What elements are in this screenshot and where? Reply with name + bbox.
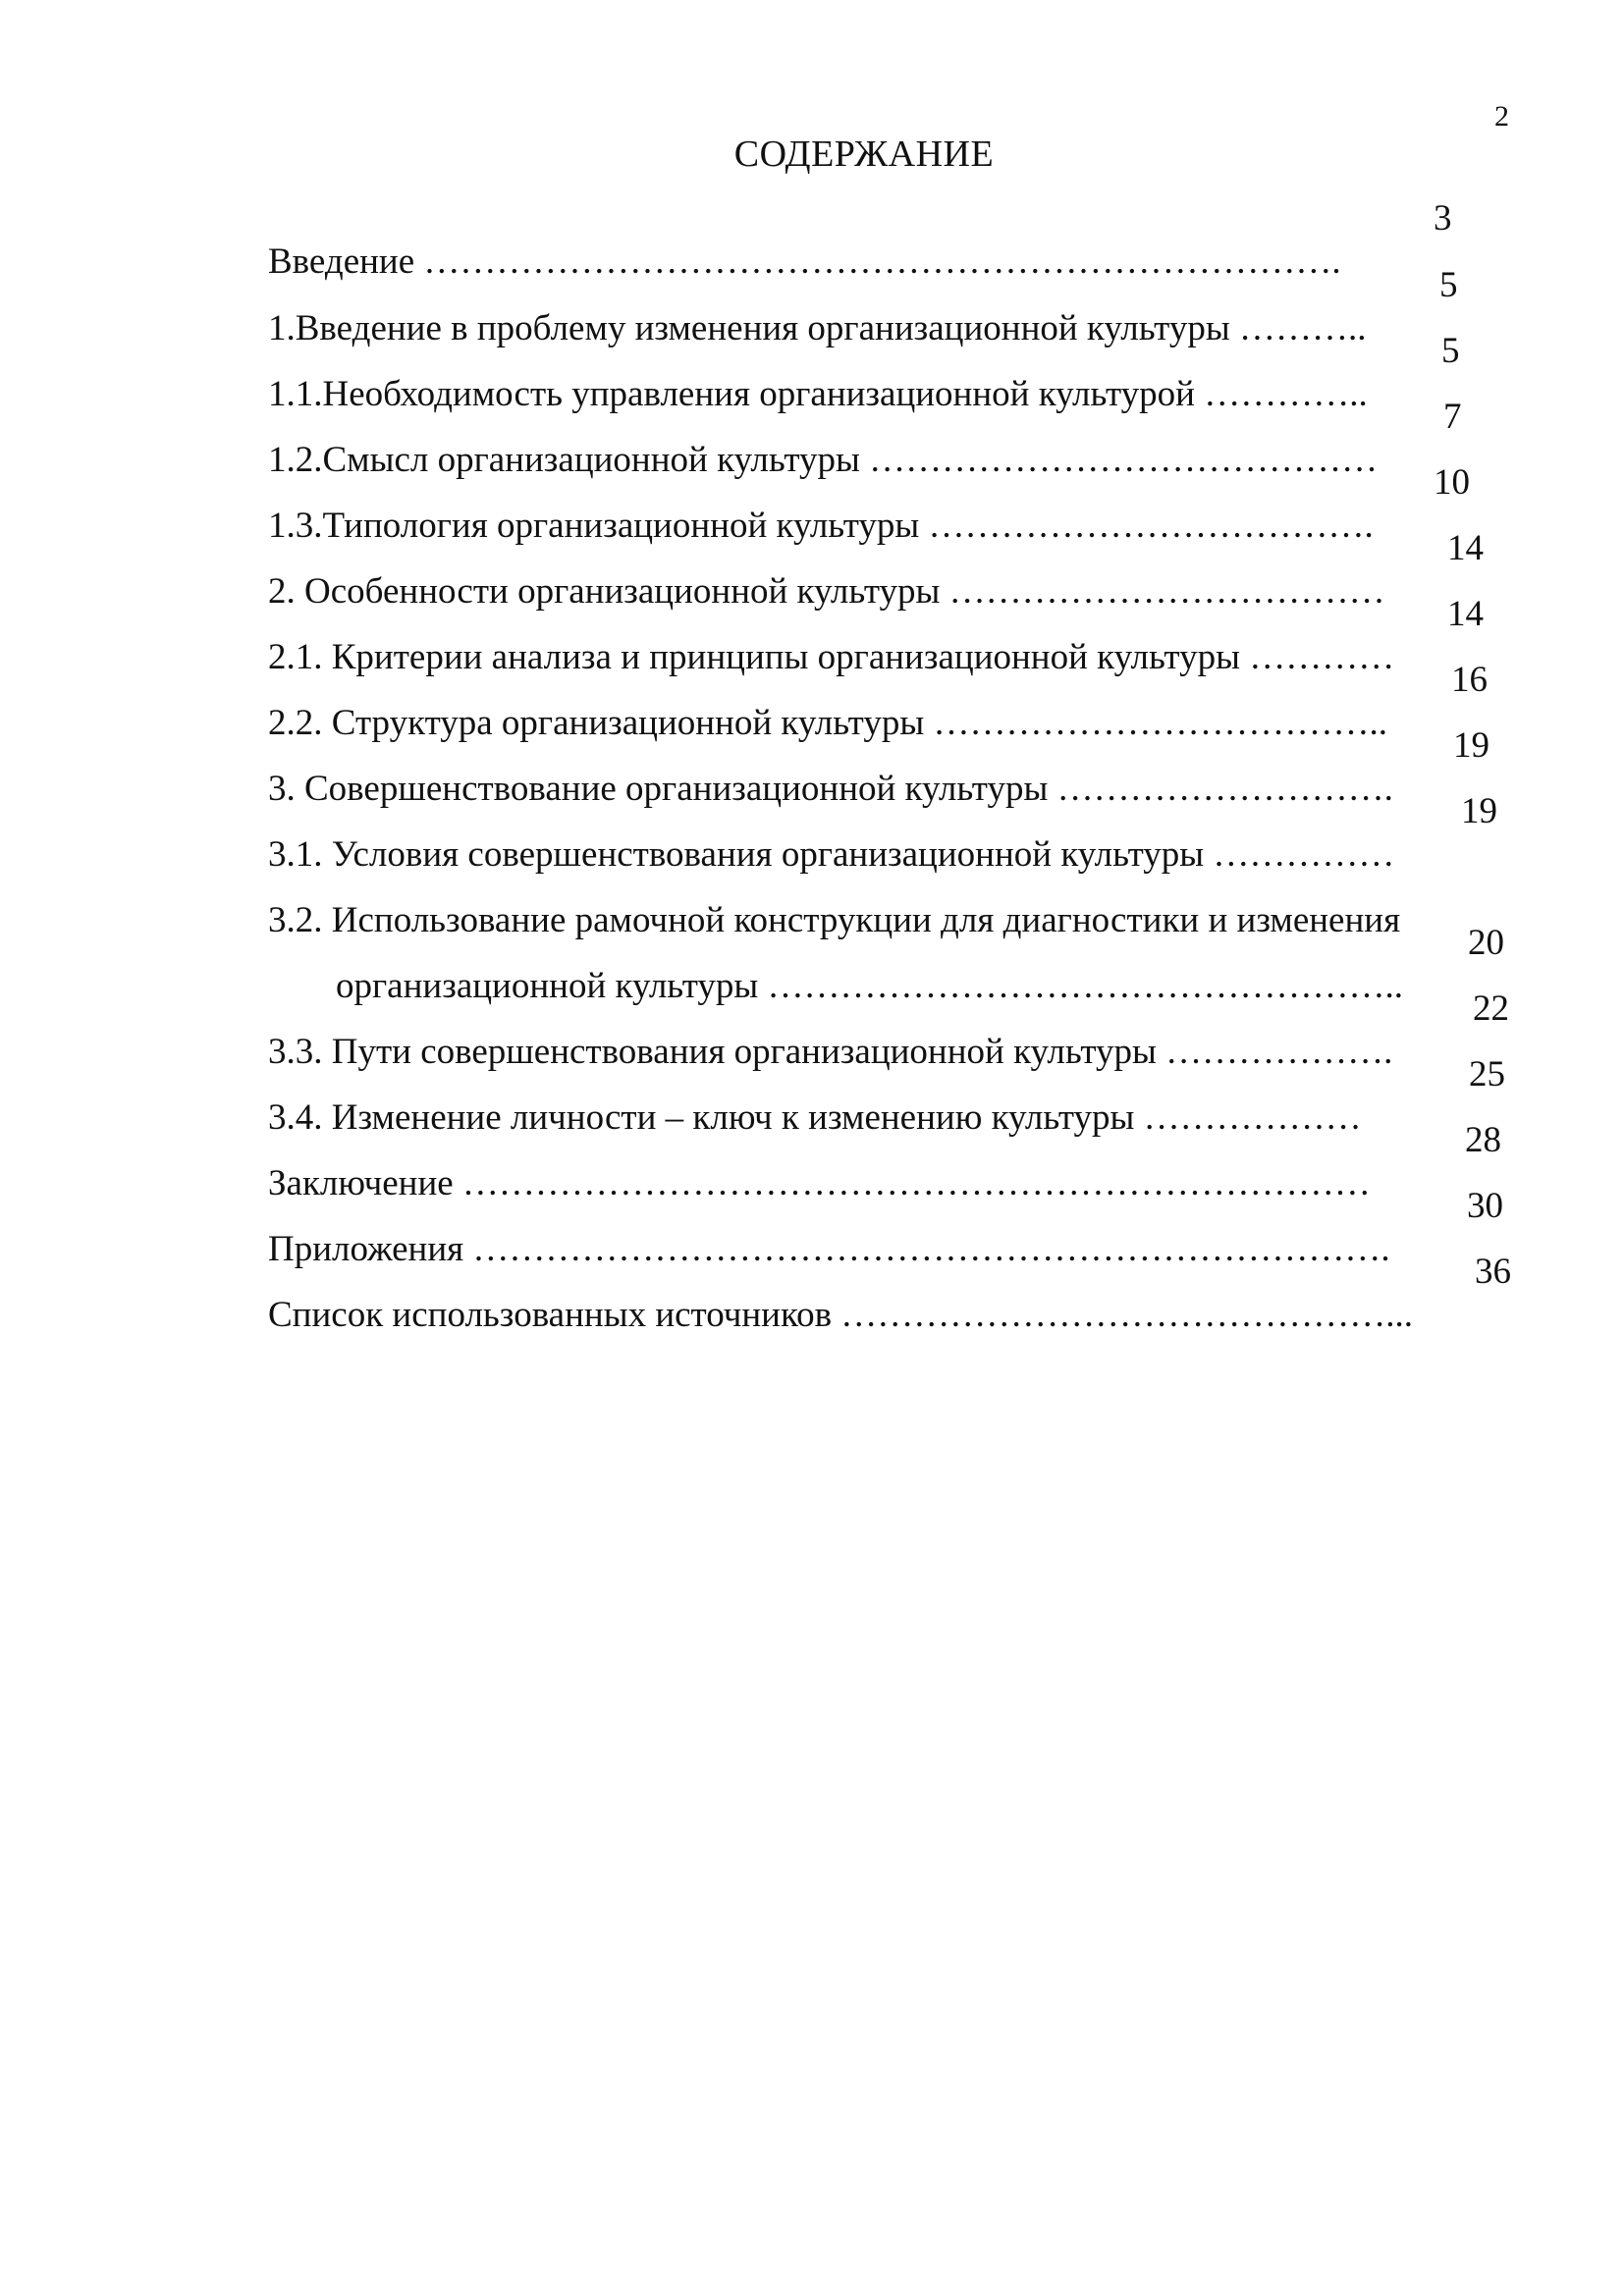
toc-entry-page: 10 [1434, 462, 1470, 503]
toc-entry-text: 1.2.Смысл организационной культуры …………………………………… [268, 440, 1379, 480]
toc-entry-page: 19 [1453, 725, 1489, 766]
toc-entry-text: Список использованных источников ………………………………………... [268, 1295, 1414, 1335]
toc-entry-page: 25 [1469, 1054, 1505, 1095]
toc-entry-text: 3. Совершенствование организационной культуры ………………………. [268, 769, 1393, 809]
toc-entry-page: 30 [1467, 1186, 1503, 1226]
toc-entry-text: 1.1.Необходимость управления организационной культурой ………….. [268, 374, 1368, 414]
toc-entry-text: 1.3.Типология организационной культуры ………………………………. [268, 506, 1374, 546]
toc-entry-text: 3.4. Изменение личности – ключ к изменению культуры ……………… [268, 1097, 1362, 1138]
toc-entry-page: 19 [1461, 791, 1497, 831]
toc-entry-text: 3.1. Условия совершенствования организационной культуры …………… [268, 834, 1395, 875]
toc-entry-page: 20 [1468, 923, 1504, 963]
toc-entry-page: 22 [1473, 988, 1509, 1029]
toc-entry [232, 1251, 1511, 1423]
toc-entry-text: 1.Введение в проблему изменения организационной культуры ……….. [268, 308, 1367, 348]
toc-entry-page: 5 [1439, 265, 1458, 305]
toc-entry-page: 16 [1451, 660, 1488, 700]
toc-entry-text: Приложения …………………………………………………………………. [268, 1229, 1390, 1269]
toc-entry-text: Введение …………………………………………………………………. [268, 241, 1341, 282]
toc-entry-text: организационной культуры …………………………………………….. [336, 966, 1404, 1006]
toc-entry-page: 14 [1447, 528, 1484, 568]
toc-entry-text: 2. Особенности организационной культуры ……………………………… [268, 571, 1385, 612]
page-number: 2 [1494, 100, 1509, 133]
toc-entry-page: 36 [1475, 1252, 1511, 1292]
toc-entry-page: 28 [1465, 1120, 1501, 1160]
toc-entry-text: 2.2. Структура организационной культуры ……………………………….. [268, 703, 1387, 743]
toc-entry-page: 3 [1434, 198, 1452, 239]
toc-entry-text: 2.1. Критерии анализа и принципы организационной культуры ………… [268, 637, 1395, 677]
toc-entry-text: 3.2. Использование рамочной конструкции для диагностики и изменения [268, 900, 1401, 940]
toc-entry-page: 5 [1441, 331, 1460, 371]
toc-entry-text: Заключение ………………………………………………………………… [268, 1163, 1371, 1203]
page-title: СОДЕРЖАНИЕ [733, 133, 995, 175]
toc-entry-page: 7 [1443, 397, 1462, 437]
toc-entry-text: 3.3. Пути совершенствования организационной культуры ………………. [268, 1032, 1393, 1072]
toc-entry-page: 14 [1447, 594, 1484, 634]
